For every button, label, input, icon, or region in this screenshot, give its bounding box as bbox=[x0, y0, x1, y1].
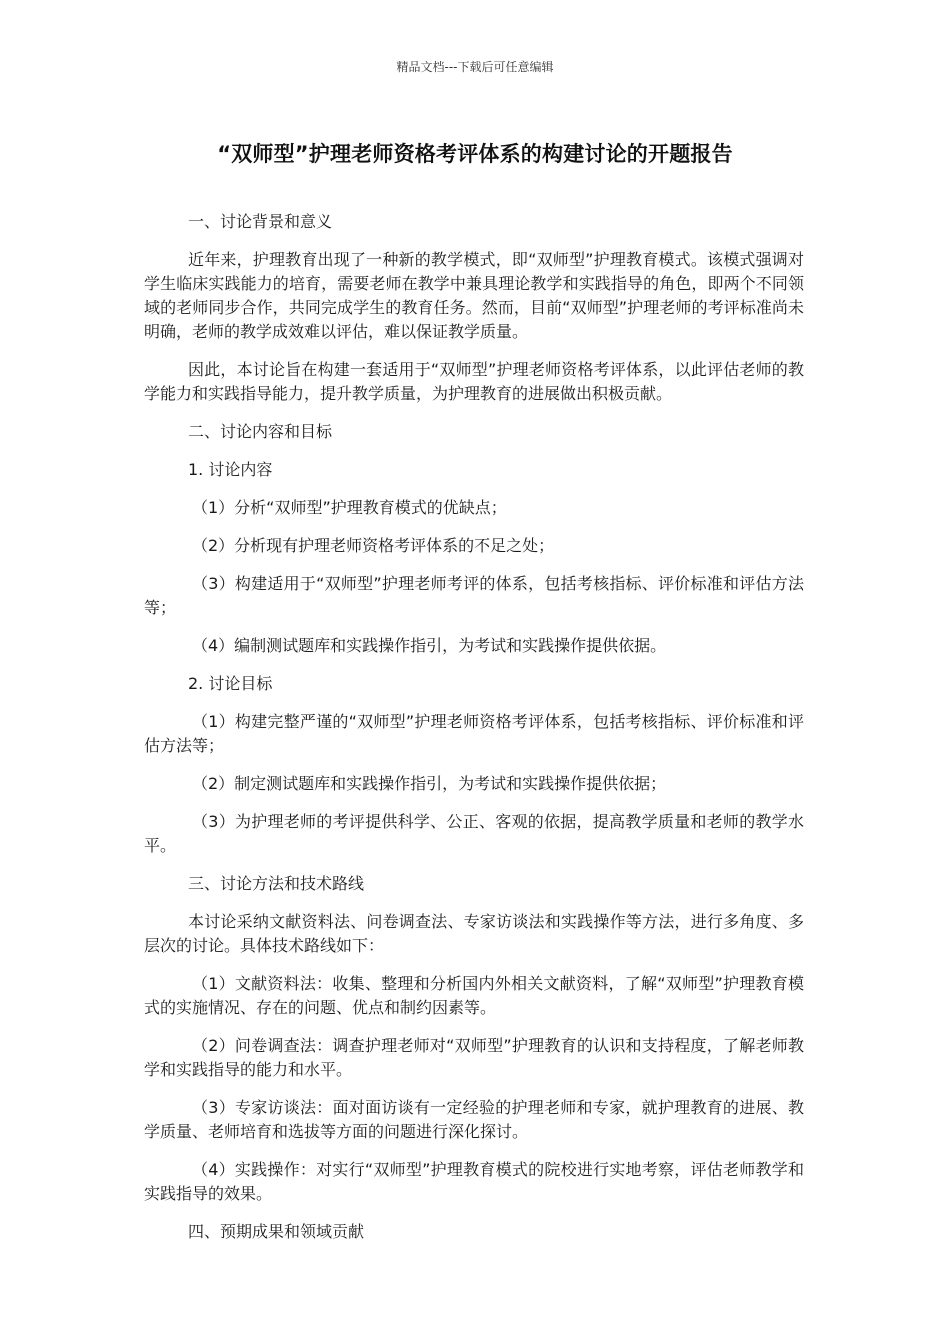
section-heading-content-goals: 二、讨论内容和目标 bbox=[188, 422, 333, 441]
body-paragraph: 因此，本讨论旨在构建一套适用于“双师型”护理老师资格考评体系，以此评估老师的教学能力和实践指导能力，提升教学质量，为护理教育的进展做出积极贡献。 bbox=[144, 360, 804, 403]
list-item: （2）制定测试题库和实践操作指引，为考试和实践操作提供依据； bbox=[192, 774, 667, 793]
body-paragraph: 近年来，护理教育出现了一种新的教学模式，即“双师型”护理教育模式。该模式强调对学生临床实践能力的培育，需要老师在教学中兼具理论教学和实践指导的角色，即两个不同领域的老师同步合作，共同完成学生的教育任务。然而，目前“双师型”护理老师的考评标准尚未明确，老师的教学成效难以评估，难以保证教学质量。 bbox=[144, 250, 804, 341]
list-item: （1）文献资料法：收集、整理和分析国内外相关文献资料，了解“双师型”护理教育模式的实施情况、存在的问题、优点和制约因素等。 bbox=[144, 974, 804, 1017]
list-item: （1）分析“双师型”护理教育模式的优缺点； bbox=[192, 498, 507, 517]
subsection-heading-goals: 2. 讨论目标 bbox=[188, 674, 273, 693]
list-item: （4）编制测试题库和实践操作指引，为考试和实践操作提供依据。 bbox=[192, 636, 667, 655]
list-item: （1）构建完整严谨的“双师型”护理老师资格考评体系，包括考核指标、评价标准和评估方法等； bbox=[144, 712, 804, 755]
document-body bbox=[144, 210, 804, 1258]
list-item: （3）构建适用于“双师型”护理老师考评的体系，包括考核指标、评价标准和评估方法等； bbox=[144, 574, 804, 617]
list-item: （3）为护理老师的考评提供科学、公正、客观的依据，提高教学质量和老师的教学水平。 bbox=[144, 812, 804, 855]
section-heading-background: 一、讨论背景和意义 bbox=[188, 212, 333, 231]
list-item: （2）分析现有护理老师资格考评体系的不足之处； bbox=[192, 536, 555, 555]
list-item: （4）实践操作：对实行“双师型”护理教育模式的院校进行实地考察，评估老师教学和实践指导的效果。 bbox=[144, 1160, 804, 1203]
body-paragraph: 本讨论采纳文献资料法、问卷调查法、专家访谈法和实践操作等方法，进行多角度、多层次的讨论。具体技术路线如下： bbox=[144, 912, 804, 955]
list-item: （2）问卷调查法：调查护理老师对“双师型”护理教育的认识和支持程度，了解老师教学和实践指导的能力和水平。 bbox=[144, 1036, 804, 1079]
section-heading-outcomes: 四、预期成果和领域贡献 bbox=[188, 1222, 365, 1241]
list-item: （3）专家访谈法：面对面访谈有一定经验的护理老师和专家，就护理教育的进展、教学质量、老师培育和选拔等方面的问题进行深化探讨。 bbox=[144, 1098, 804, 1141]
section-heading-methods: 三、讨论方法和技术路线 bbox=[188, 874, 365, 893]
document-title: “双师型”护理老师资格考评体系的构建讨论的开题报告 bbox=[217, 142, 733, 166]
header-note: 精品文档---下载后可任意编辑 bbox=[396, 60, 554, 74]
subsection-heading-content: 1. 讨论内容 bbox=[188, 460, 273, 479]
